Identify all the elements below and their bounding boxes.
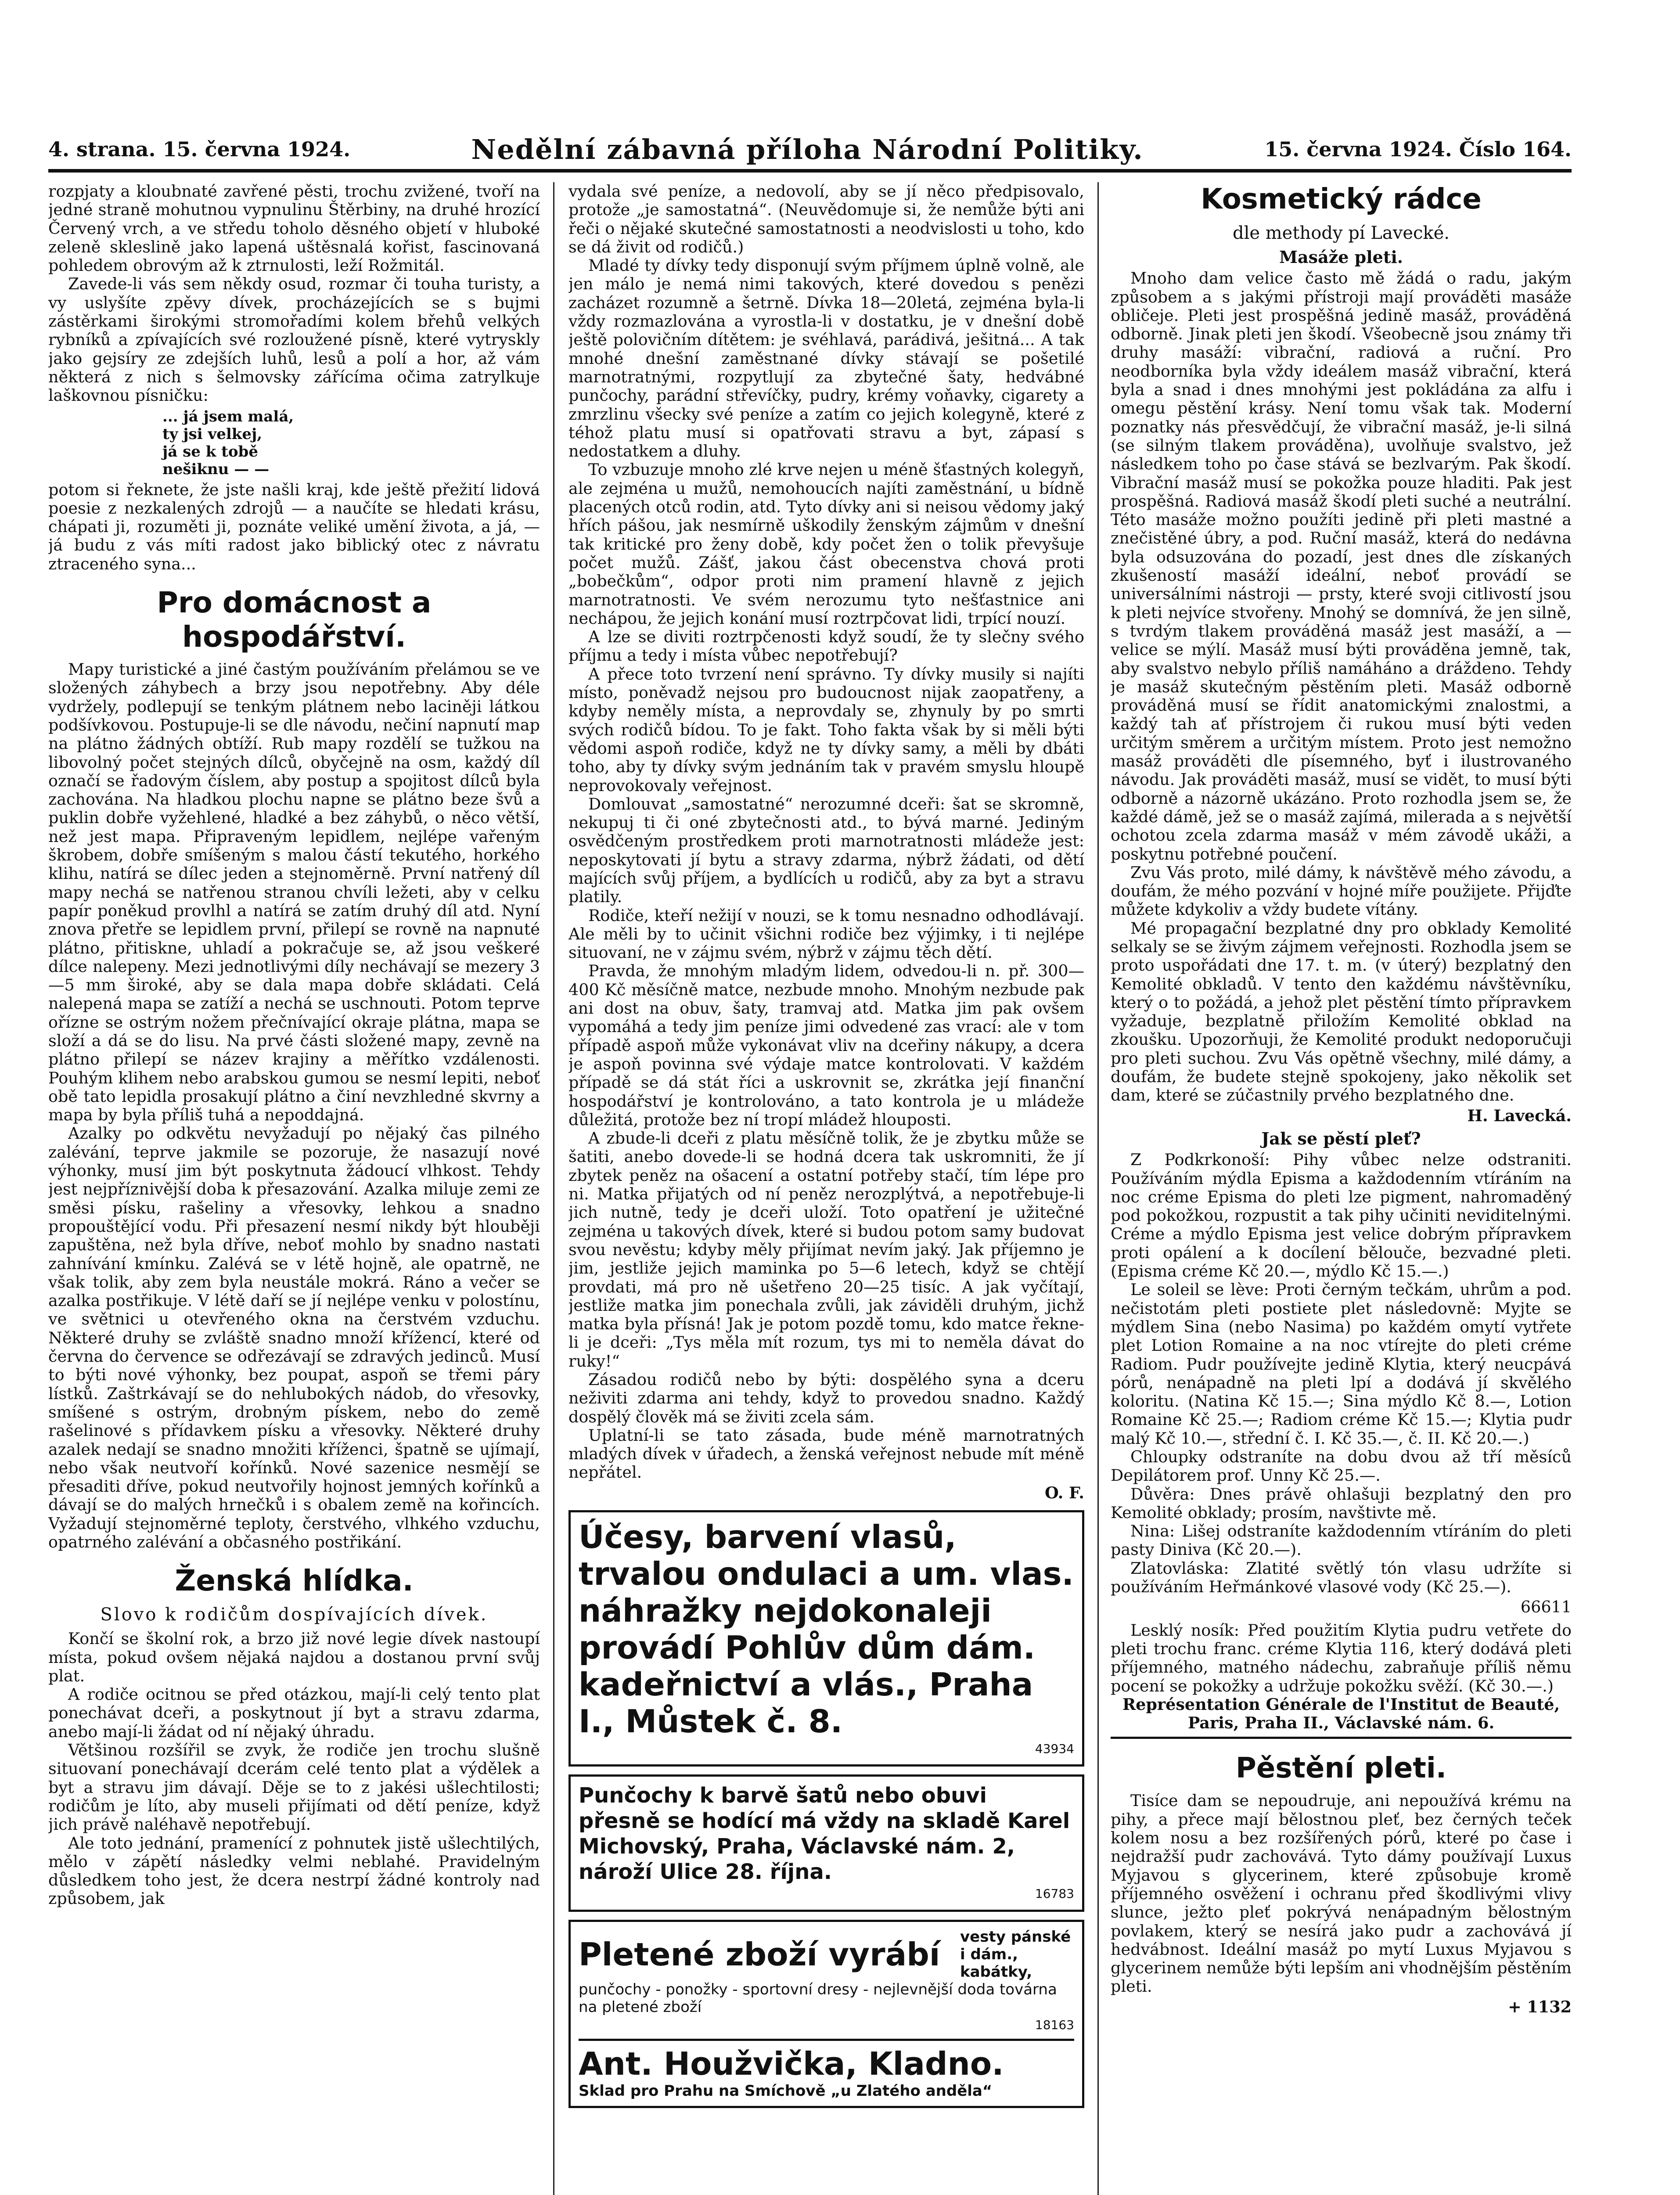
reader-answer: Z Podkrkonoší: Pihy vůbec nelze odstraniti. Používáním mýdla Episma a každodenním vtíráním na noc créme Episma do pleti lze pigment, nahromaděný pod pokožkou, rozpustit a tak pihy učiniti neviditelnými. Créme a mýdlo Episma jest velice dobrým přípravkem proti opálení a k docílení bělouče, bezvadné pleti. (Episma créme Kč 20.—, mýdlo Kč 15.—.) [1111, 1150, 1572, 1281]
section-divider [1111, 1737, 1572, 1739]
verse-line: nešiknu — — [162, 460, 270, 478]
column-divider [1097, 182, 1099, 2195]
reader-answer: Lesklý nosík: Před použitím Klytia pudru vetřete do pleti trochu franc. créme Klytia 116, který dodává pleti příjemného, matného nádechu, zabraňuje příliš němu pocení se pokožky a udržuje pokožku svěží. (Kč 30.—.) [1111, 1620, 1572, 1695]
article-paragraph: Končí se školní rok, a brzo již nové legie dívek nastoupí místa, pokud ovšem nějaká najdou a dostanou první svůj plat. [48, 1629, 540, 1685]
article-paragraph: Ale toto jednání, pramenící z pohnutek jistě ušlechtilých, mělo v zápětí následky velmi neblahé. Pravidelným důsledkem toho jest, že dcera nestrpí žádné kontroly nad způsobem, jak [48, 1833, 540, 1908]
verse-line: ty jsi velkej, [162, 425, 263, 443]
article-paragraph: potom si řeknete, že jste našli kraj, kde ještě přežití lidová poesie z nezkalených zdrojů — a naučíte se hledati krásu, chápati ji, rozuměti ji, poznáte veliké umění života, a já, — já budu z vás míti radost jako biblický otec z návratu ztraceného syna... [48, 480, 540, 573]
section-heading: Ženská hlídka. [175, 1564, 414, 1598]
article-paragraph: Zvu Vás proto, milé dámy, k návštěvě mého závodu, a doufám, že mého pozvání v hojné míře použijete. Přijďte můžete kdykoliv a vždy budete vítány. [1111, 863, 1572, 919]
article-paragraph: A lze se diviti roztrpčenosti když soudí, že ty slečny svého příjmu a tedy i místa vůbec nepotřebují? [568, 627, 1084, 665]
newspaper-page [48, 132, 1572, 2195]
header-title: Nedělní zábavná příloha Národní Politiky. [471, 133, 1144, 166]
page-header [48, 132, 1572, 167]
ad-text: Punčochy k barvě šatů nebo obuvi přesně se hodící má vždy na skladě Karel Michovský, Praha, Václavské nám. 2, nároží Ulice 28. října. [579, 1783, 1070, 1885]
article-paragraph: vydala své peníze, a nedovolí, aby se jí něco předpisovalo, protože „je samostatná“. (Neuvědomuje si, že nemůže býti ani řeči o nějaké skutečné samostatnosti a neodvislosti u toho, kdo se dá živit od rodičů.) [568, 182, 1084, 256]
ad-company-name: Ant. Houžvička, Kladno. [579, 2045, 1004, 2082]
section-heading: Kosmetický rádce [1201, 183, 1482, 216]
reader-answer: Nina: Lišej odstraníte každodenním vtíráním do pleti pasty Diniva (Kč 20.—). [1111, 1522, 1572, 1559]
article-paragraph: Uplatní-li se tato zásada, bude méně marnotratných mladých dívek v úřadech, a ženská veřejnost nebude mít méně nepřátel. [568, 1425, 1084, 1482]
article-paragraph: A přece toto tvrzení není správno. Ty dívky musily si najíti místo, poněvadž nejsou pro budoucnost nijak zaopatřeny, a kdyby neměly místa, a neprovdaly se, zhynuly by po smrti svých rodičů bídou. To je fakt. Toho fakta však by si měli býti vědomi aspoň rodiče, když ne ty dívky samy, a měli by dbáti toho, aby ty dívky svým jednáním tak v pravém smyslu hloupě neprovokovaly veřejnost. [568, 664, 1084, 795]
section-heading: Pro domácnost a hospodářství. [157, 586, 432, 654]
ad-small-text: punčochy - ponožky - sportovní dresy - nejlevnější doda továrna na pletené zboží [579, 1980, 1057, 2016]
advertisement-hairdresser [568, 1510, 1084, 1767]
article-paragraph: Tisíce dam se nepoudruje, ani nepoužívá krému na pihy, a přece mají bělostnou pleť, bez černých teček kolem nosu a bez rozšířených pórů, které po čase i nejdražší pudr zachovává. Tyto dámy používají Luxus Myjavou s glycerinem, které způsobuje kromě příjemného osvěžení i ochranu před škodlivými vlivy slunce, ježto pleť pokrývá nenápadným bělostným povlakem, který se nesírá jako pudr a zachovává jí hedvábnost. Ideální masáž po mytí Luxus Myjavou s glycerinem nemůže býti lepším ani vhodnějším pěstěním pleti. [1111, 1791, 1572, 1996]
subsection-heading: Masáže pleti. [1279, 247, 1403, 267]
header-right: 15. června 1924. Číslo 164. [1264, 137, 1572, 161]
article-paragraph: Mé propagační bezplatné dny pro obklady Kemolité selkaly se se živým zájmem veřejnosti. Rozhodla jsem se proto uspořádati dne 17. t. m. (v úterý) bezplatný den Kemolité obkladů. V tento den každému návštěvníku, který o to požádá, a jehož plet pěstění tímto přípravkem vyžaduje, bezplatně přiložím Kemolité obklad na zkoušku. Upozorňuji, že Kemolité produkt nedoporučuji pro pleti suchou. Zvu Vás opětně všechny, milé dámy, a doufám, že budete stejně spokojeny, jako několik set dam, které se zúčastnily prvého bezplatného dne. [1111, 918, 1572, 1105]
subsection-heading: Jak se pěstí pleť? [1261, 1128, 1421, 1148]
ad-number: 16783 [1035, 1886, 1074, 1901]
reader-answer: Zlatovláska: Zlatité světlý tón vlasu udržíte si používáním Heřmánkové vlasové vody (Kč 25.—). [1111, 1558, 1572, 1597]
article-paragraph: Mapy turistické a jiné častým používáním přelámou se ve složených záhybech a brzy jsou nepotřebny. Aby déle vydržely, podlepují se tenkým plátnem nebo laciněji látkou podšívkovou. Postupuje-li se dle návodu, nečiní napnutí map na plátno žádných obtíží. Rub mapy rozdělí se tužkou na libovolný počet stejných dílců, obyčejně na osm, každý díl označí se řadovým číslem, aby postup a spojitost dílců byla zachována. Na hladkou plochu napne se plátno beze švů a puklin dobře vyžehlené, hladké a bez záhybů, o něco větší, než jest mapa. Připraveným lepidlem, nejlépe vařeným škrobem, dobře smíšeným s malou částí tekutého, horkého klihu, natírá se dílec jeden a stejnoměrně. První natřený díl mapy nechá se natřenou stranou chvíli ležeti, aby v celku papír poněkud provlhl a natírá se zatím druhý díl atd. Nyní znova přetře se lepidlem první, přilepí se rovně na napnuté plátno, přitiskne, uhladí a pokračuje se, až jsou veškeré dílce nalepeny. Mezi jednotlivými díly nechávají se mezery 3—5 mm široké, aby se dala mapa dobře skládati. Celá nalepená mapa se zatíží a nechá se uschnouti. Potom teprve ořízne se ostrým nožem přečnívající okraje plátna, mapa se složí a dá se do lisu. Na prvé části složené mapy, zevně na plátno přilepí se název krajiny a měřítko vzdálenosti. Pouhým klihem nebo arabskou gumou se nesmí lepiti, neboť obě tato lepidla prosakují plátno a činí nevzhledné skvrny a mapa by byla příliš tuhá a nepoddajná. [48, 660, 540, 1125]
author-signature: O. F. [1044, 1483, 1084, 1502]
column-divider [553, 182, 554, 2195]
column-2 [568, 182, 1084, 2195]
reader-answer: Důvěra: Dnes právě ohlašuji bezplatný den pro Kemolité obklady; prosím, navštivte mě. [1111, 1484, 1572, 1522]
column-1 [48, 182, 540, 2195]
ad-number: 66611 [1520, 1598, 1572, 1617]
reader-answer: Le soleil se lève: Proti černým tečkám, uhrům a pod. nečistotám pleti postiete plet následovně: Myjte se mýdlem Sina (nebo Nasima) po každém omytí vytřete plet Lotion Romaine a na noc vtírejte do pleti créme Radiom. Pudr používejte jedině Klytia, který neucpává pórů, nenápadně na pleti lpí a dodává jí skvělého koloritu. (Natina Kč 15.—; Sina mýdlo Kč 8.—, Lotion Romaine Kč 25.—; Radiom créme Kč 15.—; Klytia pudr malý Kč 10.—, střední č. I. Kč 35.—, č. II. Kč 20.—.) [1111, 1280, 1572, 1448]
article-paragraph: Pravda, že mnohým mladým lidem, odvedou-li n. př. 300—400 Kč měsíčně matce, nezbude mnoho. Mnohým nezbude pak ani dost na obuv, šaty, tramvaj atd. Matka jim pak ovšem vypomáhá a tedy jim peníze jimi odvedené zas vrací: ale v tom případě aspoň může vykonávat vliv na dceřiny nákupy, a dcera je aspoň povinna své výdaje matce kontrolovati. V každém případě se dá stát říci a uskrovnit se, zkrátka její finanční hospodářství je kontrolováno, a tato kontrola je u mládeže důležitá, protože bez ní tropí mládež hlouposti. [568, 961, 1084, 1129]
ad-number: 18163 [1035, 2017, 1074, 2032]
ad-text: Účesy, barvení vlasů, trvalou ondulaci a um. vlas. náhražky nejdokonaleji provádí Pohlův dům dám. kadeřnictví a vlás., Praha I., Můstek č. 8. [579, 1519, 1074, 1740]
article-paragraph: Mladé ty dívky tedy disponují svým příjmem úplně volně, ale jen málo je nemá nimi takových, které dovedou s penězi zacházet rozumně a šetrně. Dívka 18—20letá, zejména byla-li vždy rozmazlována a vyrostla-li v dostatku, je v dnešní době ještě polovičním dítětem: je svéhlavá, parádivá, ješitná... A tak mnohé dnešní zaměstnané dívky stávají se pošetilé marnotratnými, rozpytlují za zbytečné šaty, hedvábné punčochy, parádní střevíčky, pudry, krémy voňavky, cigarety a zmrzlinu všecky své peníze a zatím co jejich kolegyně, které z téhož platu musí si opatřovati stravu a byt, zápasí s nedostatkem a dluhy. [568, 256, 1084, 461]
ad-small-text: Sklad pro Prahu na Smíchově „u Zlatého anděla“ [579, 2082, 993, 2100]
article-paragraph: Azalky po odkvětu nevyžadují po nějaký čas pilného zalévání, teprve jakmile se pozoruje, že nasazují nové výhonky, musí jim být poskytnuta žádoucí vlhkost. Tehdy jest nejpříznivější doba k přesazování. Azalka miluje zemi ze směsi písku, rašeliny a vřesovky, lehkou a snadno propouštějící vodu. Při přesazení nesmí nikdy být hlouběji zapuštěna, než byla dříve, neboť mohlo by snadno nastati zahnívání kmínku. Zalévá se v létě hojně, ale opatrně, ne však tolik, aby zem byla neustále mokrá. Ráno a večer se azalka postřikuje. V létě daří se jí nejlépe venku v polostínu, ve světnici u otevřeného okna na čerstvém vzduchu. Některé druhy se zvláště snadno množí křížencí, které od června do července se odřezávají se zdravých jedinců. Musí to býti nové výhonky, bez poupat, aspoň se třemi páry lístků. Zaštrkávají se do nehlubokých nádob, do vřesovky, smíšené s ostrým, drobným pískem, nebo do země rašelinové s přídavkem písku a vřesovky. Některé druhy azalek nedají se snadno množiti kříženci, špatně se ujímají, nebo však neutvoří kořínků. Nové sazenice nesmějí se přesaditi dříve, pokud neutvořily hojnost jemných kořínků a dávají se do malých hrnečků i s obalem země na kořincích. Vyžadují stejnoměrné teploty, čerstvého, vlhkého vzduchu, opatrného zalévání a občasného postřikání. [48, 1124, 540, 1551]
section-heading: Pěstění pleti. [1235, 1752, 1447, 1785]
ad-number: + 1132 [1508, 1997, 1572, 2016]
article-paragraph: Zásadou rodičů nebo by býti: dospělého syna a dceru neživiti zdarma ani tehdy, když to provedou snadno. Každý dospělý člověk má se živiti zcela sám. [568, 1370, 1084, 1426]
ad-title: Pletené zboží vyrábí [579, 1936, 940, 1973]
article-paragraph: A rodiče ocitnou se před otázkou, mají-li celý tento plat ponechávat dceři, a poskytnout jí byt a stravu zdarma, anebo mají-li žádat od ní nějaký úhradu. [48, 1685, 540, 1741]
header-left: 4. strana. 15. června 1924. [48, 137, 351, 161]
article-paragraph: Zavede-li vás sem někdy osud, rozmar či touha turisty, a vy uslyšíte zpěvy dívek, procházejících se s bujmi zástěrkami širokými stromořadími kolem břehů velkých rybníků a zpívajících své rozloužené písně, které vytryskly jako gejsíry ze zdejších luhů, lesů a polí a hor, až vám některá z nich s šelmovsky zářícíma očima zatrylkuje laškovnou písničku: [48, 274, 540, 405]
ad-title-row [579, 1928, 1074, 1981]
ad-divider [579, 2039, 1074, 2041]
verse-line: já se k tobě [162, 443, 258, 461]
article-paragraph: rozpjaty a kloubnaté zavřené pěsti, trochu zvižené, tvoří na jedné straně mohutnou vypnulinu Štěrbiny, na druhé hrozící Červený vrch, a ve středu toholo děsného objetí v hluboké zeleně skleslině jako lapená uštěsnalá kořist, fascinovaná pohledem obrovým až k ztrnulosti, leží Rožmitál. [48, 182, 540, 275]
article-subtitle: Slovo k rodičům dospívajících dívek. [100, 1605, 488, 1625]
article-paragraph: Většinou rozšířil se zvyk, že rodiče jen trochu slušně situovaní ponechávají dcerám celé tento plat a výdělek a byt a stravu jim dávají. Děje se to z jakési ušlechtilosti; rodičům je líto, aby museli přijímati od dětí peníze, když jich právě naléhavě nepotřebují. [48, 1741, 540, 1834]
article-subtitle: dle methody pí Lavecké. [1232, 223, 1450, 243]
ad-number: 43934 [1035, 1742, 1074, 1756]
ad-side-text: vesty pánské i dám., kabátky, [960, 1928, 1071, 1981]
article-paragraph: Rodiče, kteří nežijí v nouzi, se k tomu nesnadno odhodlávají. Ale měli by to učinit všichni rodiče bez výjimky, i ti nejlépe situovaní, ne v zájmu svém, nýbrž v zájmu těch dětí. [568, 906, 1084, 962]
advertisement-knitwear [568, 1920, 1084, 2108]
article-paragraph: Mnoho dam velice často mě žádá o radu, jakým způsobem a s jakými přístroji mají prováděti masáže obličeje. Pleti jest prospěšná jedině masáž, prováděná odborně. Jinak pleti jen škodí. Všeobecně jsou známy tři druhy masáží: vibrační, radiová a ruční. Pro neodborníka byla vždy ideálem masáž vibrační, která byla a snad i dnes mnohými jest pokládána za alfu i omegu pěstění krásy. Není tomu však tak. Moderní poznatky nás přesvědčují, že vibrační masáž, je-li silná (se silným tlakem prováděna), uvolňuje svalstvo, jež následkem toho po čase stává se bezlvarým. Pak škodí. Vibrační masáž musí se pokožka pouze hladiti. Pak jest prospěšná. Radiová masáž škodí pleti suché a neutrální. Této masáže možno použíti jedině při pleti mastné a znečistěné úbry, a pod. Ruční masáž, která do nedávna byla odsuzována do pozadí, jest dnes dle získaných zkušeností masáží ideální, neboť provádí se universálními nástroji — prsty, které svoji citlivostí jsou k pleti nejvíce stvořeny. Mnohý se domnívá, že jen silně, s tvrdým tlakem prováděná masáž jest masáží, a — velice se mýlí. Masáž musí býti prováděna jemně, tak, aby svalstvo nebylo příliš namáháno a dráždeno. Tehdy je masáž skutečným pěstěním pleti. Masáž odborně prováděná musí se řídit anatomickými znalostmi, a každý tah ať přístrojem či rukou musí býti veden určitým směrem a určitým místem. Proto jest nemožno masáž prováděti dle písemného, byť i ilustrovaného návodu. Jak prováděti masáž, musí se vidět, to musí býti odborně a názorně ukázáno. Proto rozhodla jsem se, že každé dámě, jež se o masáž zajímá, milerada a s největší ochotou zcela zdarma masáž v mém závodě ukáži, a poskytnu potřebné poučení. [1111, 269, 1572, 864]
song-verse [162, 408, 540, 478]
advertisement-stockings [568, 1774, 1084, 1911]
article-paragraph: Domlouvat „samostatné“ nerozumné dceři: šat se skromně, nekupuj ti či oné zbytečnosti atd., to bývá marné. Jediným osvědčeným prostředkem proti marnotratnosti mládeže jest: neposkytovati jí bytu a stravy zdarma, nýbrž žádati, od dětí majících svůj příjem, a bydlících u rodičů, aby za byt a stravu platily. [568, 794, 1084, 907]
verse-line: ... já jsem malá, [162, 407, 294, 425]
article-paragraph: A zbude-li dceři z platu měsíčně tolik, že je zbytku může se šatiti, anebo dovede-li se hodná dcera tak uskromniti, že jí zbytek peněz na ošacení a ostatní potřeby stačí, tím lépe pro ni. Matka přijatých od ní peněz nerozplýtvá, a nepotřebuje-li jich nutně, tedy je dceři uloží. Toto opatření je užitečné zejména u takových dívek, které si budou potom samy budovat svou nevěstu; kdyby měly přijímat nevím jaký. Jak příjemno je jim, jestliže jejich maminka po 5—6 letech, když se chtějí provdati, má pro ně ušetřeno 20—25 tisíc. A jak vyčítají, jestliže matka jim ponechala zvůli, jak záviděli druhým, jichž matka byla přísná! Jak je potom pozdě tomu, kdo matce řekne-li je dceři: „Tys měla mít rozum, tys mi to neměla dávat do ruky!“ [568, 1129, 1084, 1371]
institute-address: Représentation Générale de l'Institut de Beauté, Paris, Praha II., Václavské nám. 6. [1122, 1695, 1560, 1733]
column-3 [1111, 182, 1572, 2195]
header-rule [48, 169, 1572, 173]
article-paragraph: To vzbuzuje mnoho zlé krve nejen u méně šťastných kolegyň, ale zejména u mužů, nemohoucích najíti zaměstnání, u bídně placených otců rodin, atd. Tyto dívky ani si neisou vědomy jaký hřích pášou, jak nesmírně uškodily ženským zájmům v dnešní tak kritické pro ženy době, kdy počet žen o tolik převyšuje počet mužů. Zášť, jakou část obecenstva chová proti „bobečkům“, odpor proti nim pramení hlavně z jejich marnotratnosti. Ve svém nerozumu tyto nešťastnice ani nechápou, že jejich konání musí roztrpčovat lidi, trpící nouzí. [568, 460, 1084, 628]
author-signature: H. Lavecká. [1467, 1106, 1572, 1125]
reader-answer: Chloupky odstraníte na dobu dvou až tří měsíců Depilátorem prof. Unny Kč 25.—. [1111, 1447, 1572, 1485]
